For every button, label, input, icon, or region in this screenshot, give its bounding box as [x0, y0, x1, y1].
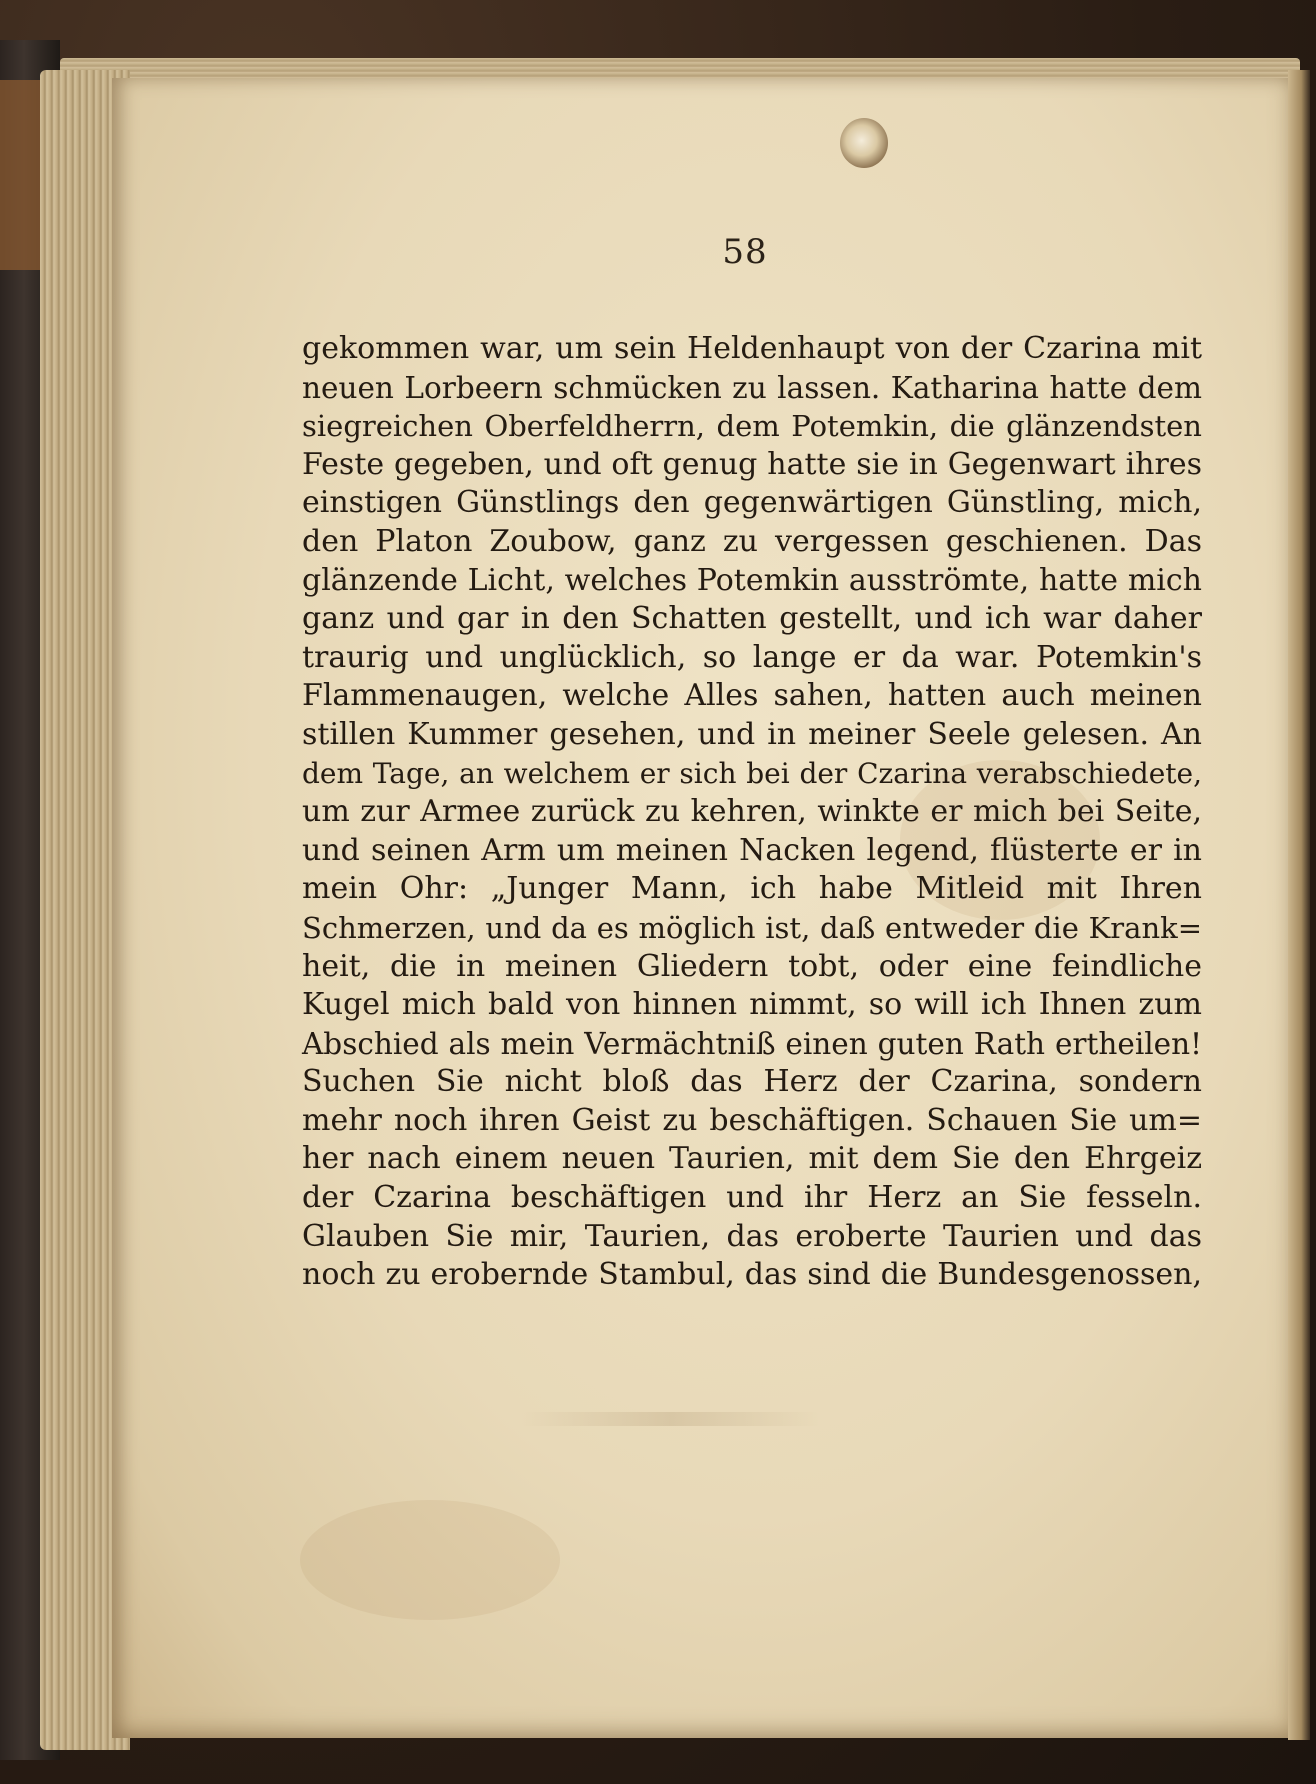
text-line: her nach einem neuen Taurien, mit dem Sie den Ehrgeiz — [302, 1141, 1202, 1177]
text-line: mehr noch ihren Geist zu beschäftigen. Schauen Sie um= — [302, 1102, 1202, 1138]
text-line: noch zu erobernde Stambul, das sind die Bundesgenossen, — [302, 1257, 1202, 1293]
text-line: siegreichen Oberfeldherrn, dem Potemkin, die glänzendsten — [302, 409, 1202, 444]
text-line: Flammenaugen, welche Alles sahen, hatten auch meinen — [302, 678, 1202, 714]
text-line: Abschied als mein Vermächtniß einen guten Rath ertheilen! — [302, 1026, 1202, 1061]
text-line: und seinen Arm um meinen Nacken legend, flüsterte er in — [302, 832, 1202, 868]
text-line: dem Tage, an welchem er sich bei der Czarina verabschiedete, — [302, 756, 1202, 790]
text-line: gekommen war, um sein Heldenhaupt von der Czarina mit — [302, 331, 1202, 366]
text-line: Suchen Sie nicht bloß das Herz der Czarina, sondern — [302, 1064, 1202, 1100]
text-line: Schmerzen, und da es möglich ist, daß entweder die Krank= — [302, 910, 1202, 945]
page-number: 58 — [722, 232, 768, 272]
page-right-edge — [1288, 70, 1310, 1740]
text-line: ganz und gar in den Schatten gestellt, und ich war daher — [302, 601, 1202, 637]
text-line: Glauben Sie mir, Taurien, das eroberte Taurien und das — [302, 1218, 1202, 1254]
text-line: Kugel mich bald von hinnen nimmt, so will ich Ihnen zum — [302, 987, 1202, 1023]
body-text — [302, 330, 1202, 1295]
text-line: einstigen Günstlings den gegenwärtigen Günstling, mich, — [302, 485, 1202, 521]
paper-hole-mark — [840, 118, 888, 168]
text-line: heit, die in meinen Gliedern tobt, oder eine feindliche — [302, 948, 1202, 984]
show-through-print — [520, 1412, 820, 1426]
text-line: glänzende Licht, welches Potemkin ausströmte, hatte mich — [302, 562, 1202, 598]
text-line: stillen Kummer gesehen, und in meiner Seele gelesen. An — [302, 716, 1202, 752]
paper-stain — [300, 1500, 560, 1620]
text-line: traurig und unglücklich, so lange er da war. Potemkin's — [302, 639, 1202, 675]
text-line: den Platon Zoubow, ganz zu vergessen geschienen. Das — [302, 523, 1202, 559]
text-line: mein Ohr: „Junger Mann, ich habe Mitleid mit Ihren — [302, 871, 1202, 907]
text-line: Feste gegeben, und oft genug hatte sie in Gegenwart ihres — [302, 446, 1202, 482]
text-line: neuen Lorbeern schmücken zu lassen. Katharina hatte dem — [302, 370, 1202, 405]
text-line: um zur Armee zurück zu kehren, winkte er mich bei Seite, — [302, 794, 1202, 830]
text-line: der Czarina beschäftigen und ihr Herz an Sie fesseln. — [302, 1180, 1202, 1216]
